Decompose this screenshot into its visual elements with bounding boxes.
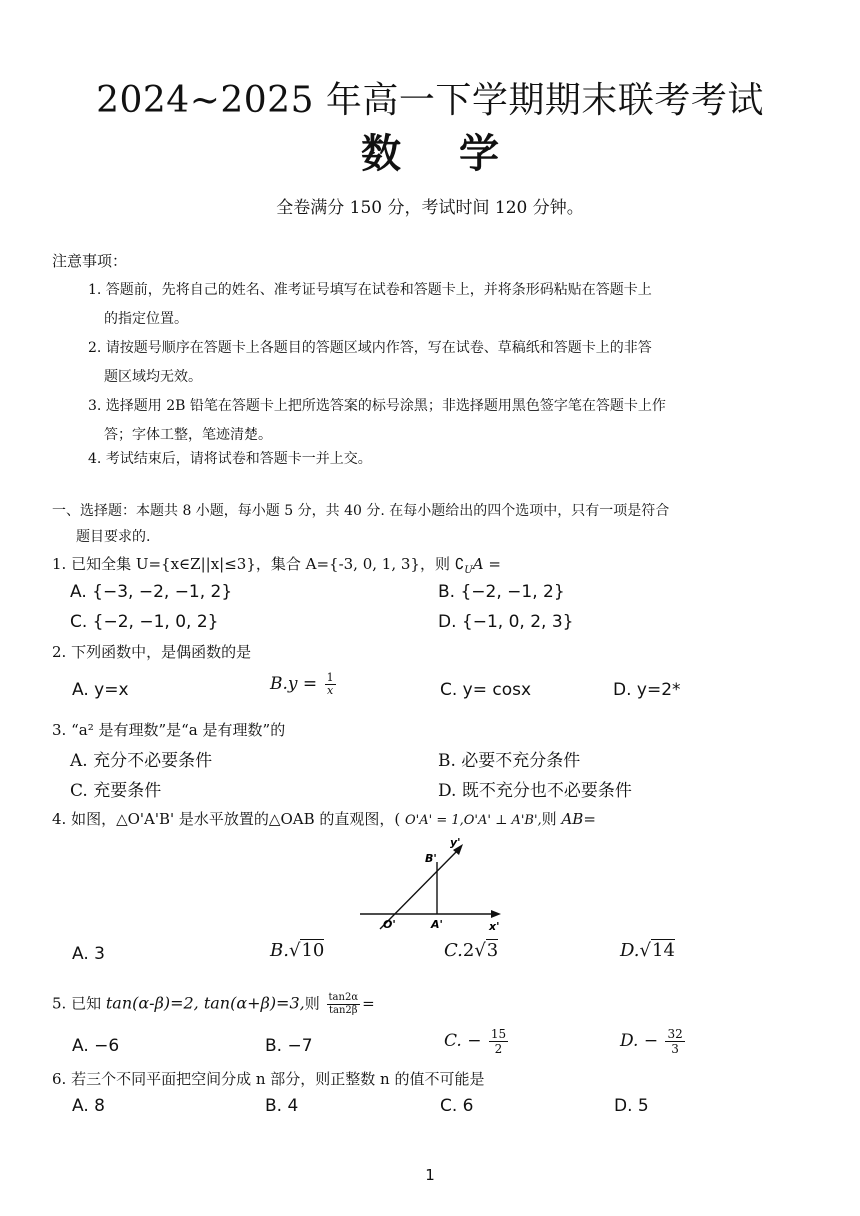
- exam-meta: 全卷满分 150 分，考试时间 120 分钟。: [276, 198, 584, 218]
- question-1-option-d[interactable]: D. {−1, 0, 2, 3}: [438, 612, 574, 632]
- label-b-point: B': [425, 852, 437, 865]
- question-1-option-c[interactable]: C. {−2, −1, 0, 2}: [70, 612, 219, 632]
- question-2-stem: 2. 下列函数中，是偶函数的是: [52, 643, 252, 661]
- notice-heading: 注意事项：: [52, 252, 128, 270]
- exam-title: 2024~2025 年高一下学期期末联考考试: [96, 80, 764, 121]
- notice-item-2-line-2: 题区域均无效。: [104, 369, 202, 385]
- label-o-point: O': [383, 918, 396, 931]
- question-1-option-a[interactable]: A. {−3, −2, −1, 2}: [70, 582, 233, 602]
- question-4-option-b[interactable]: B.√10: [270, 940, 325, 961]
- y-axis-line: [380, 849, 459, 929]
- notice-item-1-line-2: 的指定位置。: [104, 311, 188, 327]
- question-6-stem: 6. 若三个不同平面把空间分成 n 部分，则正整数 n 的值不可能是: [52, 1070, 485, 1088]
- question-2-option-d[interactable]: D. y=2*: [613, 680, 681, 700]
- question-5-option-b[interactable]: B. −7: [265, 1036, 313, 1056]
- question-4-figure: [355, 832, 505, 937]
- page-number: 1: [425, 1166, 435, 1184]
- question-3-option-a[interactable]: A. 充分不必要条件: [70, 751, 213, 771]
- question-1-stem: 1. 已知全集 U={x∈Z||x|≤3}，集合 A={-3, 0, 1, 3}，则 $∁_UA$ =: [52, 555, 501, 576]
- question-4-option-d[interactable]: D.√14: [620, 940, 675, 961]
- notice-item-4: 4. 考试结束后，请将试卷和答题卡一并上交。: [88, 451, 372, 467]
- question-4-option-c[interactable]: C.2√3: [444, 940, 499, 961]
- subject-title: 数学: [361, 131, 557, 177]
- x-axis-arrow: [491, 910, 501, 918]
- label-a-point: A': [431, 918, 443, 931]
- label-x-axis: x': [489, 920, 500, 933]
- question-2-option-b[interactable]: B.y = $\frac{1}{x}$: [270, 671, 334, 697]
- question-4-stem: 4. 如图，△O'A'B' 是水平放置的△OAB 的直观图，( O'A' = 1,O'A' ⊥ A'B',则 AB=: [52, 810, 596, 828]
- notice-item-3-line-1: 3. 选择题用 2B 铅笔在答题卡上把所选答案的标号涂黑；非选择题用黑色签字笔在答题卡上作: [88, 398, 666, 414]
- question-3-stem: 3. “a² 是有理数”是“a 是有理数”的: [52, 721, 286, 739]
- question-6-option-a[interactable]: A. 8: [72, 1096, 105, 1116]
- question-3-option-b[interactable]: B. 必要不充分条件: [438, 751, 581, 771]
- question-6-option-c[interactable]: C. 6: [440, 1096, 474, 1116]
- section-heading-line-1: 一、选择题：本题共 8 小题，每小题 5 分，共 40 分. 在每小题给出的四个选项中，只有一项是符合: [52, 503, 670, 519]
- question-5-option-d[interactable]: D. − $\frac{32}{3}$: [620, 1027, 683, 1056]
- notice-item-2-line-1: 2. 请按题号顺序在答题卡上各题目的答题区域内作答，写在试卷、草稿纸和答题卡上的非答: [88, 340, 652, 356]
- section-heading-line-2: 题目要求的.: [76, 529, 151, 545]
- question-5-stem: 5. 已知 tan(α-β)=2, tan(α+β)=3,则 $\frac{\tan 2\alpha}{\tan 2\beta}$ =: [52, 992, 375, 1016]
- label-y-axis: y': [450, 836, 461, 849]
- question-4-option-a[interactable]: A. 3: [72, 944, 105, 964]
- notice-item-3-line-2: 答；字体工整，笔迹清楚。: [104, 427, 272, 443]
- question-3-option-c[interactable]: C. 充要条件: [70, 781, 162, 801]
- question-6-option-b[interactable]: B. 4: [265, 1096, 299, 1116]
- question-6-option-d[interactable]: D. 5: [614, 1096, 649, 1116]
- question-2-option-c[interactable]: C. y= cosx: [440, 680, 532, 700]
- question-3-option-d[interactable]: D. 既不充分也不必要条件: [438, 781, 632, 801]
- question-1-option-b[interactable]: B. {−2, −1, 2}: [438, 582, 565, 602]
- question-5-option-c[interactable]: C. − $\frac{15}{2}$: [444, 1027, 507, 1056]
- question-5-option-a[interactable]: A. −6: [72, 1036, 120, 1056]
- question-2-option-a[interactable]: A. y=x: [72, 680, 129, 700]
- notice-item-1-line-1: 1. 答题前，先将自己的姓名、准考证号填写在试卷和答题卡上，并将条形码粘贴在答题卡上: [88, 282, 652, 298]
